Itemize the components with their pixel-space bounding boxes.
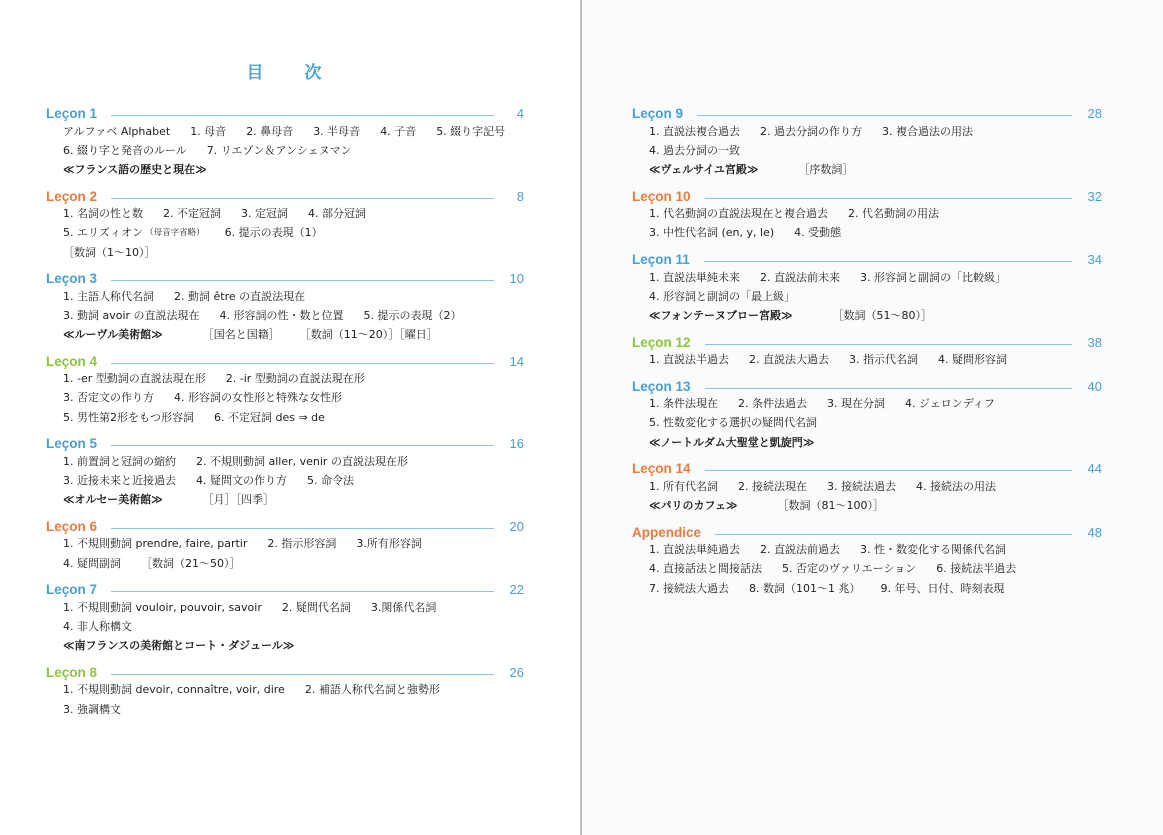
leader-line xyxy=(111,591,494,592)
toc-row xyxy=(46,451,524,470)
toc-item: ≪フランス語の歴史と現在≫ xyxy=(63,162,207,176)
leader-line xyxy=(111,280,494,281)
lesson-title: Leçon 10 xyxy=(632,188,691,204)
toc-item: ［数詞（1〜10）］ xyxy=(63,245,156,259)
toc-item: 1. 不規則動詞 devoir, connaître, voir, dire xyxy=(63,683,285,697)
toc-lesson xyxy=(632,455,1102,518)
page-number: 34 xyxy=(1087,251,1102,267)
toc-item: 2. 直説法大過去 xyxy=(749,353,829,367)
toc-item: 4. 部分冠詞 xyxy=(308,207,366,221)
toc-item: ［数詞（11〜20）］［曜日］ xyxy=(299,328,438,342)
toc-item: ［数詞（21〜50）］ xyxy=(141,556,241,570)
toc-item: 3. 否定文の作り方 xyxy=(63,391,154,405)
toc-row xyxy=(46,204,524,223)
toc-item: 9. 年号、日付、時刻表現 xyxy=(880,581,1005,595)
leader-line xyxy=(111,528,494,529)
toc-row xyxy=(46,699,524,718)
toc-item: ≪オルセー美術館≫ xyxy=(63,493,163,507)
lesson-heading[interactable] xyxy=(632,373,1102,394)
toc-lesson xyxy=(632,329,1102,373)
toc-row xyxy=(632,159,1102,178)
toc-row xyxy=(46,286,524,305)
lesson-title: Leçon 11 xyxy=(632,251,690,267)
toc-item: 2. -ir 型動詞の直説法現在形 xyxy=(225,372,365,386)
toc-item: 5. 提示の表現（2） xyxy=(363,308,462,322)
toc-lesson xyxy=(46,183,524,266)
leader-line xyxy=(705,198,1072,199)
page-number: 44 xyxy=(1087,461,1102,477)
toc-item: 1. 代名動詞の直説法現在と複合過去 xyxy=(649,207,828,221)
toc-item: ［数詞（81〜100）］ xyxy=(777,499,884,513)
toc-item: 3. 性・数変化する関係代名詞 xyxy=(860,543,1006,557)
toc-row xyxy=(46,553,524,572)
toc-row xyxy=(46,534,524,553)
toc-item: 1. 名詞の性と数 xyxy=(63,207,143,221)
toc-row xyxy=(46,325,524,344)
leader-line xyxy=(705,344,1072,345)
toc-row xyxy=(632,267,1102,286)
toc-row xyxy=(632,559,1102,578)
toc-item: 8. 数詞（101〜1 兆） xyxy=(749,581,861,595)
toc-item: 4. 疑問形容詞 xyxy=(938,353,1007,367)
toc-item: 4. 形容詞と副詞の「最上級」 xyxy=(649,289,795,303)
leader-line xyxy=(111,198,494,199)
toc-lesson xyxy=(46,659,524,722)
toc-item: ≪ルーヴル美術館≫ xyxy=(63,328,163,342)
lesson-title: Leçon 5 xyxy=(46,436,98,452)
lesson-heading[interactable] xyxy=(632,246,1102,267)
toc-item: 2. 条件法過去 xyxy=(738,397,807,411)
leader-line xyxy=(111,445,494,446)
toc-item: 1. 直説法単純未来 xyxy=(649,270,740,284)
lesson-title: Leçon 13 xyxy=(632,378,691,394)
toc-row xyxy=(46,616,524,635)
toc-column-right xyxy=(632,100,1102,601)
toc-row xyxy=(632,204,1102,223)
page-number: 20 xyxy=(509,518,524,534)
leader-line xyxy=(697,115,1072,116)
lesson-title: Leçon 14 xyxy=(632,461,691,477)
toc-row xyxy=(632,578,1102,597)
toc-row xyxy=(46,636,524,655)
toc-item: 2. 直説法前過去 xyxy=(760,543,840,557)
toc-item: 4. 過去分詞の一致 xyxy=(649,143,740,157)
lesson-heading[interactable] xyxy=(46,183,524,204)
toc-row xyxy=(46,597,524,616)
toc-item: 2. 不規則動詞 aller, venir の直説法現在形 xyxy=(196,454,408,468)
page-number: 28 xyxy=(1087,106,1102,121)
toc-item: 3. 中性代名詞 (en, y, le) xyxy=(649,226,775,240)
toc-item: 2. 直説法前未来 xyxy=(760,270,840,284)
toc-item: 4. 非人称構文 xyxy=(63,619,132,633)
toc-item: ≪ヴェルサイユ宮殿≫ xyxy=(649,162,759,176)
toc-lesson xyxy=(632,246,1102,329)
toc-item: 3. 複合過法の用法 xyxy=(882,124,973,138)
page-number: 16 xyxy=(509,436,524,452)
toc-item: 6. 接続法半過去 xyxy=(936,562,1017,576)
toc-lesson xyxy=(46,348,524,431)
toc-item: 4. 子音 xyxy=(380,124,417,138)
toc-row xyxy=(46,223,524,242)
toc-item: 1. 不規則動詞 vouloir, pouvoir, savoir xyxy=(63,600,262,614)
toc-item: ≪パリのカフェ≫ xyxy=(649,499,738,513)
toc-row xyxy=(632,286,1102,305)
page-number: 8 xyxy=(516,188,524,204)
leader-line xyxy=(705,388,1072,389)
toc-row xyxy=(46,242,524,261)
toc-item: 1. 直説法複合過去 xyxy=(649,124,740,138)
toc-item-note: （母音字省略） xyxy=(145,228,205,239)
toc-item: 2. 鼻母音 xyxy=(246,124,294,138)
page-title: 目 次 xyxy=(246,63,334,83)
toc-lesson xyxy=(46,513,524,576)
toc-row xyxy=(632,394,1102,413)
lesson-heading[interactable] xyxy=(46,265,524,286)
toc-item: 1. 所有代名詞 xyxy=(649,479,718,493)
toc-item: ［月］［四季］ xyxy=(202,493,275,507)
leader-line xyxy=(111,674,494,675)
lesson-title: Leçon 12 xyxy=(632,334,691,350)
toc-item: 2. 不定冠詞 xyxy=(163,207,221,221)
page-number: 4 xyxy=(516,106,524,121)
page-number: 32 xyxy=(1087,188,1102,204)
toc-item: 1. -er 型動詞の直説法現在形 xyxy=(63,372,206,386)
toc-item: 4. ジェロンディフ xyxy=(905,397,995,411)
toc-item: 1. 直説法単純過去 xyxy=(649,543,740,557)
toc-lesson xyxy=(632,519,1102,602)
toc-item: 2. 接続法現在 xyxy=(738,479,807,493)
toc-item: 2. 過去分詞の作り方 xyxy=(760,124,862,138)
toc-row xyxy=(632,432,1102,451)
toc-item: ［序数詞］ xyxy=(798,162,854,176)
toc-item: 4. 形容詞の女性形と特殊な女性形 xyxy=(174,391,342,405)
toc-item: 1. 母音 xyxy=(190,124,227,138)
toc-row xyxy=(46,140,524,159)
toc-item: ［国名と国籍］ xyxy=(202,328,280,342)
leader-line xyxy=(111,115,494,116)
toc-item: ≪フォンテーヌブロー宮殿≫ xyxy=(649,308,793,322)
toc-item: アルファベ Alphabet xyxy=(63,124,171,138)
toc-item: 1. 直説法半過去 xyxy=(649,353,729,367)
toc-row xyxy=(46,121,524,140)
toc-row xyxy=(632,121,1102,140)
toc-item: 1. 条件法現在 xyxy=(649,397,718,411)
lesson-heading[interactable] xyxy=(632,519,1102,540)
toc-row xyxy=(632,350,1102,369)
toc-column-left xyxy=(46,100,524,722)
toc-item: 6. 綴り字と発音のルール xyxy=(63,143,187,157)
toc-item: 3. 形容詞と副詞の「比較級」 xyxy=(860,270,1006,284)
toc-item: 4. 接続法の用法 xyxy=(916,479,996,493)
page-number: 14 xyxy=(509,353,524,369)
toc-row xyxy=(632,495,1102,514)
lesson-heading[interactable] xyxy=(632,183,1102,204)
toc-item: 5. 男性第2形をもつ形容詞 xyxy=(63,410,194,424)
toc-item: 1. 前置詞と冠詞の縮約 xyxy=(63,454,176,468)
lesson-heading[interactable] xyxy=(46,430,524,451)
left-page xyxy=(0,0,580,835)
toc-lesson xyxy=(46,430,524,513)
toc-lesson xyxy=(46,100,524,183)
toc-item: 5. 綴り字記号 xyxy=(436,124,506,138)
lesson-heading[interactable] xyxy=(46,576,524,597)
toc-lesson xyxy=(46,265,524,348)
leader-line xyxy=(704,261,1072,262)
toc-row xyxy=(46,369,524,388)
toc-row xyxy=(632,413,1102,432)
toc-item: 1. 主語人称代名詞 xyxy=(63,289,154,303)
toc-item: 3. 接続法過去 xyxy=(827,479,896,493)
toc-row xyxy=(632,140,1102,159)
toc-lesson xyxy=(632,183,1102,246)
toc-item: 5. 命令法 xyxy=(307,474,354,488)
toc-item: 3.所有形容詞 xyxy=(356,537,422,551)
lesson-title: Leçon 8 xyxy=(46,664,98,680)
toc-lesson xyxy=(632,373,1102,456)
toc-row xyxy=(632,305,1102,324)
page-number: 10 xyxy=(509,271,524,287)
page-number: 48 xyxy=(1087,524,1102,540)
toc-item: ≪ノートルダム大聖堂と凱旋門≫ xyxy=(649,435,815,449)
lesson-heading[interactable] xyxy=(46,100,524,121)
page-number: 40 xyxy=(1087,378,1102,394)
toc-item: 2. 指示形容詞 xyxy=(267,537,337,551)
leader-line xyxy=(715,534,1072,535)
lesson-title: Leçon 4 xyxy=(46,353,98,369)
lesson-heading[interactable] xyxy=(46,659,524,680)
toc-item: 2. 補語人称代名詞と強勢形 xyxy=(304,683,440,697)
page-number: 26 xyxy=(509,664,524,680)
toc-item: 6. 提示の表現（1） xyxy=(224,226,323,240)
toc-item: 4. 疑問文の作り方 xyxy=(196,474,287,488)
lesson-heading[interactable] xyxy=(632,455,1102,476)
toc-item: 5. 否定のヴァリエーション xyxy=(782,562,917,576)
toc-item: 3. 現在分詞 xyxy=(827,397,885,411)
lesson-heading[interactable] xyxy=(632,100,1102,121)
toc-item: 2. 代名動詞の用法 xyxy=(848,207,939,221)
lesson-title: Leçon 6 xyxy=(46,518,98,534)
lesson-title: Leçon 3 xyxy=(46,271,98,287)
toc-item: ［数詞（51〜80）］ xyxy=(832,308,932,322)
toc-item: 3.関係代名詞 xyxy=(370,600,437,614)
toc-item: 6. 不定冠詞 des ⇒ de xyxy=(214,410,325,424)
toc-item: 1. 不規則動詞 prendre, faire, partir xyxy=(63,537,248,551)
toc-item: ≪南フランスの美術館とコート・ダジュール≫ xyxy=(63,639,295,653)
toc-item: 7. 接続法大過去 xyxy=(649,581,729,595)
page-number: 22 xyxy=(509,582,524,598)
right-page xyxy=(582,0,1163,835)
toc-item: 3. 強調構文 xyxy=(63,702,121,716)
toc-item: 2. 動詞 être の直説法現在 xyxy=(174,289,306,303)
toc-lesson xyxy=(46,576,524,659)
toc-item: 3. 近接未来と近接過去 xyxy=(63,474,176,488)
lesson-title: Leçon 1 xyxy=(46,106,98,121)
toc-item: 5. 性数変化する選択の疑問代名詞 xyxy=(649,416,817,430)
toc-row xyxy=(46,470,524,489)
toc-row xyxy=(632,540,1102,559)
lesson-title: Appendice xyxy=(632,524,702,540)
toc-item: 4. 直接話法と間接話法 xyxy=(649,562,762,576)
toc-item: 7. リエゾン＆アンシェヌマン xyxy=(206,143,352,157)
toc-item: 3. 動詞 avoir の直説法現在 xyxy=(63,308,200,322)
toc-item: 3. 定冠詞 xyxy=(241,207,288,221)
toc-item: 4. 受動態 xyxy=(794,226,842,240)
toc-item: 3. 指示代名詞 xyxy=(849,353,918,367)
toc-row xyxy=(632,476,1102,495)
lesson-title: Leçon 2 xyxy=(46,188,98,204)
toc-item: 4. 形容詞の性・数と位置 xyxy=(219,308,344,322)
toc-item: 2. 疑問代名詞 xyxy=(281,600,351,614)
toc-item: 4. 疑問副詞 xyxy=(63,556,121,570)
toc-item: 3. 半母音 xyxy=(313,124,361,138)
lesson-heading[interactable] xyxy=(46,513,524,534)
lesson-heading[interactable] xyxy=(46,348,524,369)
leader-line xyxy=(111,363,494,364)
toc-row xyxy=(46,388,524,407)
leader-line xyxy=(705,470,1072,471)
lesson-title: Leçon 9 xyxy=(632,106,684,121)
lesson-title: Leçon 7 xyxy=(46,582,98,598)
toc-row xyxy=(46,159,524,178)
toc-row xyxy=(632,223,1102,242)
page-number: 38 xyxy=(1087,334,1102,350)
toc-row xyxy=(46,305,524,324)
toc-row xyxy=(46,407,524,426)
lesson-heading[interactable] xyxy=(632,329,1102,350)
toc-row xyxy=(46,490,524,509)
toc-lesson xyxy=(632,100,1102,183)
toc-row xyxy=(46,680,524,699)
toc-item: 5. エリズィオン xyxy=(63,226,144,240)
